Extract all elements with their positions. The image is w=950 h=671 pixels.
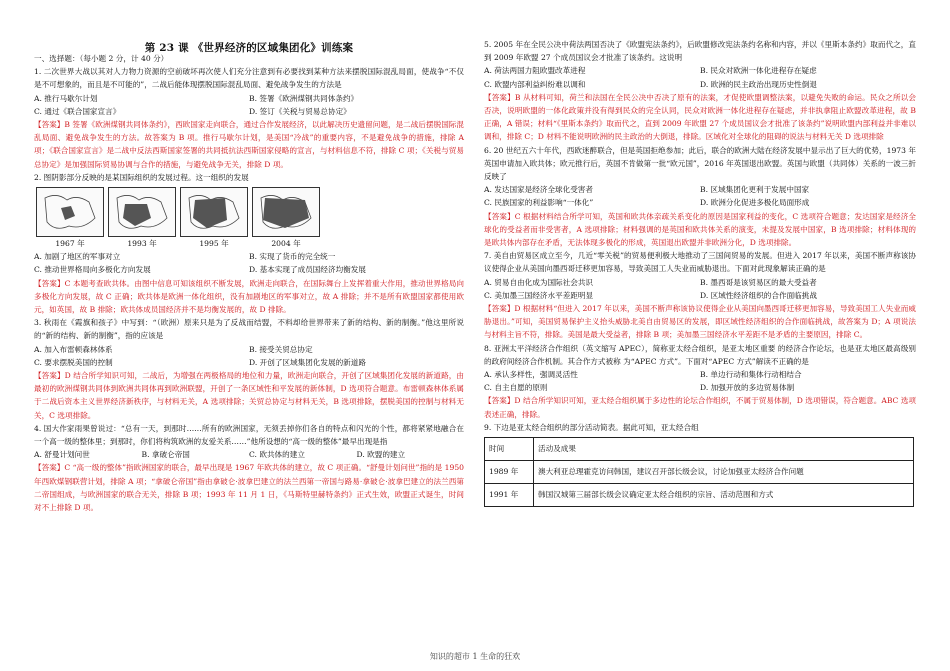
q2-option-b: B. 实现了货币的完全统一 (249, 252, 336, 262)
q7-stem: 7. 美自由贸易区成立至今，几近“零关税”的贸易便利极大地推动了三国间贸易的发展。但进入 2017 年以来，美国不断声称该协议使得企业从美国向墨西哥迁移更加容易，导致美国工人失业而威胁退出。下面对此现象解读正确的是 (484, 251, 916, 274)
q8-options (484, 368, 916, 394)
q3-stem: 3. 秋雨在《霞旗和孩子》中写到：“（欧洲）原来只是为了反战而结盟，不料却给世界带来了新的结构、新的制衡。”他这里所说的“新的结构、新的制衡”，指的应该是 (34, 318, 464, 341)
q7-option-a: A. 贸易自由化成为国际社会共识 (484, 277, 594, 287)
q6-stem: 6. 20 世纪五六十年代，西欧迷醉联合，但是英国拒绝参加；此后，联合的欧洲大陆在经济发展中显示出了巨大的优势，1973 年英国申请加入欧共体；欧元推行后，英国不肯做第一批“欧元国”，2016 年英国退出欧盟。英国与欧盟（共同体）关系的一波三折反映了 (484, 145, 916, 182)
table-row (485, 484, 914, 507)
q3-option-a: A. 加入布雷顿森林体系 (34, 344, 113, 354)
q8-answer: 【答案】D 结合所学知识可知，亚太经合组织属于多边性的论坛合作组织，不属于贸易体制，D 选项错误，符合题意。ABC 选项表述正确，排除。 (484, 396, 916, 419)
q8-option-b: B. 单边行动和集体行动相结合 (700, 370, 802, 380)
section-heading: 一、选择题：（每小题 2 分，计 40 分） (34, 54, 169, 63)
q5-option-d: D. 欧洲的民主政治出现历史性倒退 (700, 79, 817, 89)
map-year-3: 1995 年 (199, 239, 229, 249)
q6-answer: 【答案】C 根据材料结合所学可知，英国和欧共体亲疏关系变化的原因是国家利益的变化，C 选项符合题意；发达国家是经济全球化的受益者而非受害者，A 选项排除；材料强调的是英国和欧共体关系的演变，未提及发展中国家，B 选项排除；材料体现的是欧共体内部存在矛盾，无法体现多极化的形成，英国退出欧盟并非欧洲分化，D 选项排除。 (484, 211, 916, 248)
map-year-labels (36, 237, 464, 250)
q8-option-d: D. 加强开放的多边贸易体制 (700, 383, 795, 393)
q3-option-d: D. 开创了区域集团化发展的新道路 (249, 357, 366, 367)
q1-option-b: B. 签署《欧洲煤钢共同体条约》 (249, 93, 359, 103)
table-cell: 韩国汉城第三届部长级会议确定亚太经合组织的宗旨、活动范围和方式 (534, 484, 914, 507)
q5-option-b: B. 民众对欧洲一体化进程存在疑虑 (700, 66, 817, 76)
q7-options (484, 276, 916, 302)
q5-option-a: A. 荷法两国力阻欧盟改革进程 (484, 66, 586, 76)
q1-option-a: A. 推行马歇尔计划 (34, 93, 98, 103)
q5-answer: 【答案】B 从材料可知，荷兰和法国在全民公决中否决了原有的法案，才促使欧盟调整法案，以避免失败的命运。民众之所以会否决，说明欧盟的一体化政策并没有得到民众的完全认同，民众对欧洲一体化进程存在疑虑，并非执拿阻止欧盟改革进程，故 B 正确，A 错误；材料“《里斯本条约》取而代之，直到 2009 年欧盟 27 个成员国议会才批准了该条约”说明欧盟内部利益并非难以调和，排除 C；D 材料不能说明欧洲的民主政治的大倒退，排除。区域化对全球化的阻碍的说法与材料无关 D 选项排除 (484, 92, 916, 142)
q2-stem: 2. 图阴影部分反映的是某国际组织的发展过程。这一组织的发展 (34, 172, 249, 182)
q2-options (34, 250, 464, 276)
q4-answer: 【答案】C “高一级的整体”指欧洲国家的联合，最早出现是 1967 年欧共体的建立，故 C 项正确。“舒曼计划问世”指的是 1950 年西欧煤钢联营计划，排除 A 项；“拿破仑帝国”指由拿破仑·波拿巴建立的法兰西第一帝国与路易·拿破仑·波拿巴建立的法兰西第二帝国组成，与欧洲国家的联合无关，排除 B 项；1993 年 11 月 1 日，《马斯特里赫特条约》正式生效，欧盟正式诞生，时间对不上排除 D 项。 (34, 463, 464, 513)
q1-stem: 1. 二次世界大战以其对人力物力资源的空前破坏再次使人们充分注意到有必要找到某种方法来摆脱国际混乱局面，使战争“不仅是不可想象的，而且是不可能的”，二战后能体现摆脱国际混乱局面、避免战争发生的方法是 (34, 67, 464, 90)
q3-option-b: B. 接受关贸总协定 (249, 344, 313, 354)
map-year-2: 1993 年 (127, 239, 157, 249)
map-year-1: 1967 年 (55, 239, 85, 249)
q2-option-d: D. 基本实现了成员国经济均衡发展 (249, 265, 366, 275)
q2-answer: 【答案】C 本题考查欧共体。由图中信息可知该组织不断发展，欧洲走向联合，在国际舞台上发挥着重大作用，推动世界格局向多极化方向发展，故 C 正确；欧共体是欧洲一体化组织，没有加剧地区的军事对立，故 A 排除；并不是所有欧盟国家都使用欧元，如英国，故 B 排除；欧共体成员国经济并不是均衡发展的，故 D 排除。 (34, 278, 464, 315)
table-cell: 1989 年 (485, 461, 534, 484)
q1-answer: 【答案】B 签署《欧洲煤钢共同体条约》，西欧国家走向联合，通过合作发展经济，以此解决历史遗留问题，是二战后摆脱国际混乱局面、避免战争发生的方法。故答案为 B 项。推行马歇尔计划，是美国“冷战”的重要内容，不是避免战争的措施，排除 A 项；《联合国家宣言》是二战中反法西斯国家签署的共同抵抗法西斯国家侵略的宣言，与材料信息不符，排除 C 项；《关税与贸易总协定》是加强国际贸易协调与合作的措施，与避免战争无关，排除 D 项。 (34, 120, 464, 169)
table-cell: 1991 年 (485, 484, 534, 507)
q7-option-d: D. 区域性经济组织的合作面临挑战 (700, 290, 817, 300)
page-title: 第 23 课 《世界经济的区域集团化》训练案 (144, 42, 354, 54)
q1-option-d: D. 签订《关税与贸易总协定》 (249, 106, 351, 116)
q3-option-c: C. 要求摆脱美国的控制 (34, 357, 113, 367)
left-column (34, 52, 464, 514)
q4-stem: 4. 国大作家雨果曾说过：“总有一天，到那时……所有的欧洲国家，无须丢掉你们各自的特点和闪光的个性，都将紧紧地融合在一个高一级的整体里；到那时，你们将构筑欧洲的友爱关系……”他所设想的“高一级的整体”最早出现是指 (34, 423, 464, 447)
europe-map-1995 (180, 187, 248, 237)
q8-stem: 8. 亚洲太平洋经济合作组织（英文缩写 APEC），简称亚太经合组织，是亚太地区重要 的经济合作论坛，也是亚太地区最高级别的政府间经济合作机制。其合作方式被称 为“APEC 方式”。下面对“APEC 方式”解读不正确的是 (484, 343, 916, 366)
q9-stem: 9. 下边是亚太经合组织的部分活动简表。据此可知，亚太经合组 (484, 422, 699, 432)
q2-option-a: A. 加剧了地区的军事对立 (34, 252, 121, 262)
table-cell: 澳大利亚总理霍克访问韩国，建议召开部长级会议，讨论加强亚太经济合作问题 (534, 461, 914, 484)
table-header-row (485, 438, 914, 461)
q2-option-c: C. 推动世界格局向多极化方向发展 (34, 265, 151, 275)
q4-options (34, 448, 464, 461)
q4-option-d: D. 欧盟的建立 (356, 450, 406, 460)
table-row (485, 461, 914, 484)
q1-options (34, 92, 464, 118)
q8-option-a: A. 承认多样性，强调灵活性 (484, 370, 578, 380)
q6-option-d: D. 欧洲分化促进多极化局面形成 (700, 198, 810, 208)
q3-options (34, 343, 464, 369)
table-header-cell: 时间 (485, 438, 534, 461)
right-column (484, 38, 916, 507)
q6-option-b: B. 区域集团化更利于发展中国家 (700, 185, 810, 195)
q4-option-a: A. 舒曼计划问世 (34, 450, 90, 460)
page-footer: 知识的超市 1 生命的狂欢 (429, 652, 521, 661)
table-header-cell: 活动及成果 (534, 438, 914, 461)
q5-option-c: C. 欧盟内部利益纠纷难以调和 (484, 79, 586, 89)
q6-option-a: A. 发达国家是经济全球化受害者 (484, 185, 594, 195)
q5-stem: 5. 2005 年在全民公决中荷法两国否决了《欧盟宪法条约》，后欧盟修改宪法条约名称和内容，并以《里斯本条约》取而代之，直到 2009 年欧盟 27 个成员国议会才批准了该条约。这说明 (484, 40, 916, 63)
europe-maps (36, 187, 464, 237)
q5-options (484, 64, 916, 90)
europe-map-2004 (252, 187, 320, 237)
q6-options (484, 183, 916, 209)
apec-activity-table (484, 437, 914, 507)
q1-option-c: C. 通过《联合国家宣言》 (34, 106, 121, 116)
europe-map-1993 (108, 187, 176, 237)
q8-option-c: C. 自主自愿的原则 (484, 383, 548, 393)
q4-option-c: C. 欧共体的建立 (249, 450, 305, 460)
q3-answer: 【答案】D 结合所学知识可知，二战后，为增强在两极格局的地位和力量，欧洲走向联合，开创了区域集团化发展的新道路，由最初的欧洲煤钢共同体到欧洲共同体再到欧洲联盟，开创了一条区域性和平发展的新体制，D 选项符合题意。布雷顿森林体系属于二战后资本主义世界经济新秩序，与材料无关，A 选项排除；关贸总协定与材料无关，B 选项排除，摆脱美国的控制与材料无关，C 选项排除。 (34, 371, 464, 420)
q7-option-b: B. 墨西哥是该贸易区的最大受益者 (700, 277, 817, 287)
q7-option-c: C. 美加墨三国经济水平差距明显 (484, 290, 594, 300)
map-year-4: 2004 年 (271, 239, 301, 249)
europe-map-1967 (36, 187, 104, 237)
q6-option-c: C. 民族国家的利益影响“一体化” (484, 198, 594, 208)
q7-answer: 【答案】D 根据材料“但进入 2017 年以来，美国不断声称该协议使得企业从美国向墨西哥迁移更加容易，导致美国工人失业而威胁退出。”可知，美国贸易保护主义抬头威胁北美自由贸易区的发展，即区域性经济组织的合作面临挑战，故答案为 D；A 项说法与材料主旨不符，排除。美国是最大受益者，排除 B 项；美加墨三国经济水平差距不是矛盾的主要原因，排除 C。 (484, 304, 916, 340)
q4-option-b: B. 拿破仑帝国 (141, 450, 190, 460)
